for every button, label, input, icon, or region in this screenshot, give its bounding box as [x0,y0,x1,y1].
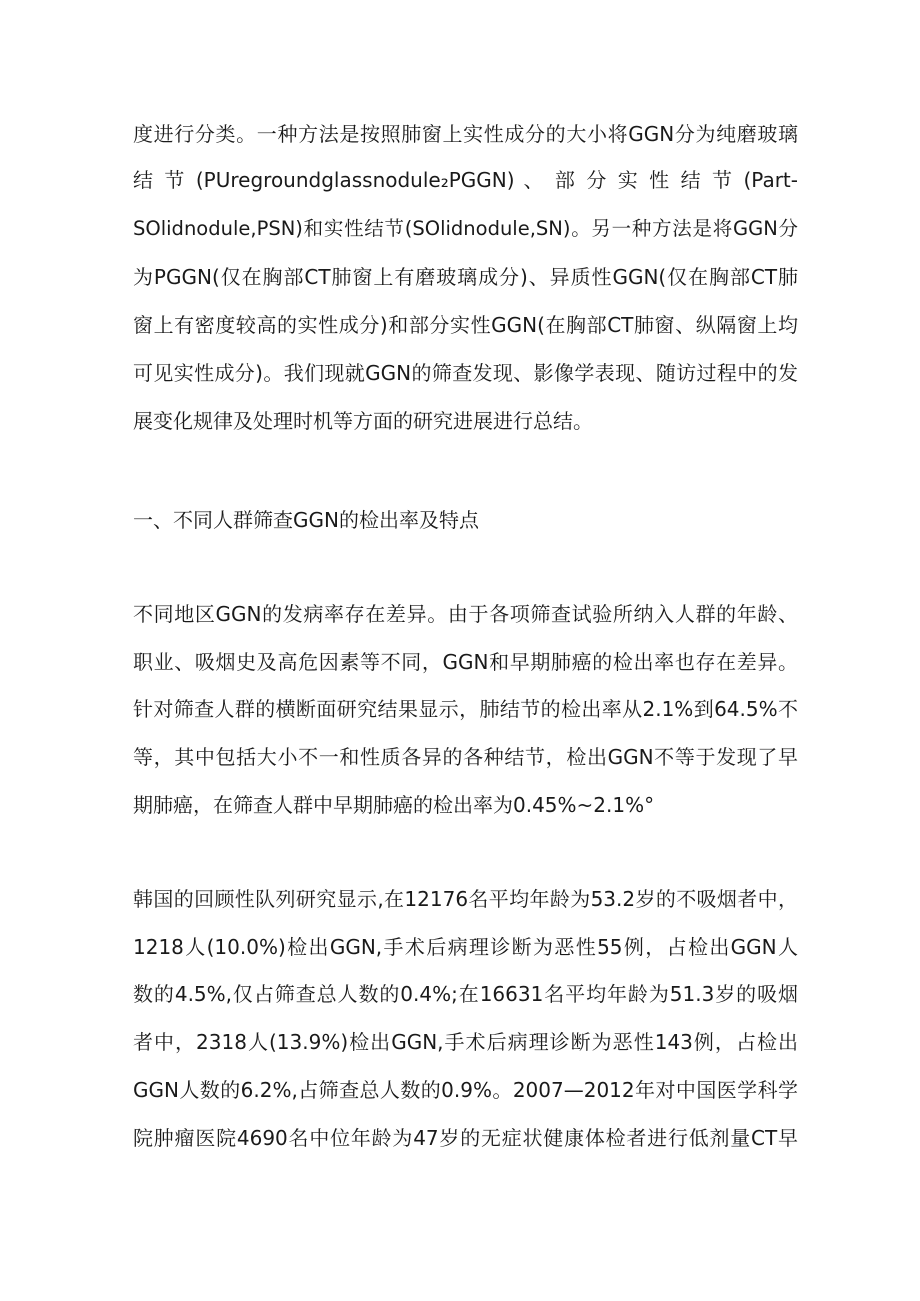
para1-line-3: 针对筛查人群的横断面研究结果显示，肺结节的检出率从2.1%到64.5%不 [133,697,798,721]
intro-line-7: 展变化规律及处理时机等方面的研究进展进行总结。 [133,409,593,433]
para1-line-5: 期肺癌，在筛查人群中早期肺癌的检出率为0.45%~2.1%° [133,793,655,817]
intro-line-4: 为PGGN(仅在胸部CT肺窗上有磨玻璃成分)、异质性GGN(仅在胸部CT肺 [133,265,798,289]
intro-line-2: 结 节 (PUregroundglassnodule₂PGGN) 、 部 分 实 性 结 节 (Part- [133,168,798,192]
intro-line-5: 窗上有密度较高的实性成分)和部分实性GGN(在胸部CT肺窗、纵隔窗上均 [133,313,798,337]
para2-line-6: 院肿瘤医院4690名中位年龄为47岁的无症状健康体检者进行低剂量CT早 [133,1126,798,1150]
para2-line-1: 韩国的回顾性队列研究显示,在12176名平均年龄为53.2岁的不吸烟者中， [133,887,798,911]
intro-line-6: 可见实性成分)。我们现就GGN的筛查发现、影像学表现、随访过程中的发 [133,361,798,385]
para2-line-2: 1218人(10.0%)检出GGN,手术后病理诊断为恶性55例，占检出GGN人 [133,935,798,959]
para2-line-4: 者中，2318人(13.9%)检出GGN,手术后病理诊断为恶性143例，占检出 [133,1030,798,1054]
section-heading: 一、不同人群筛查GGN的检出率及特点 [133,508,479,532]
intro-line-1: 度进行分类。一种方法是按照肺窗上实性成分的大小将GGN分为纯磨玻璃 [133,122,798,146]
intro-line-3: SOlidnodule,PSN)和实性结节(SOlidnodule,SN)。另一种方法是将GGN分 [133,217,798,240]
para2-line-3: 数的4.5%,仅占筛查总人数的0.4%;在16631名平均年龄为51.3岁的吸烟 [133,982,798,1006]
para1-line-1: 不同地区GGN的发病率存在差异。由于各项筛查试验所纳入人群的年龄、 [133,602,798,626]
para1-line-2: 职业、吸烟史及高危因素等不同，GGN和早期肺癌的检出率也存在差异。 [133,650,798,674]
para1-line-4: 等，其中包括大小不一和性质各异的各种结节，检出GGN不等于发现了早 [133,745,798,769]
para2-line-5: GGN人数的6.2%,占筛查总人数的0.9%。2007—2012年对中国医学科学 [133,1078,798,1102]
